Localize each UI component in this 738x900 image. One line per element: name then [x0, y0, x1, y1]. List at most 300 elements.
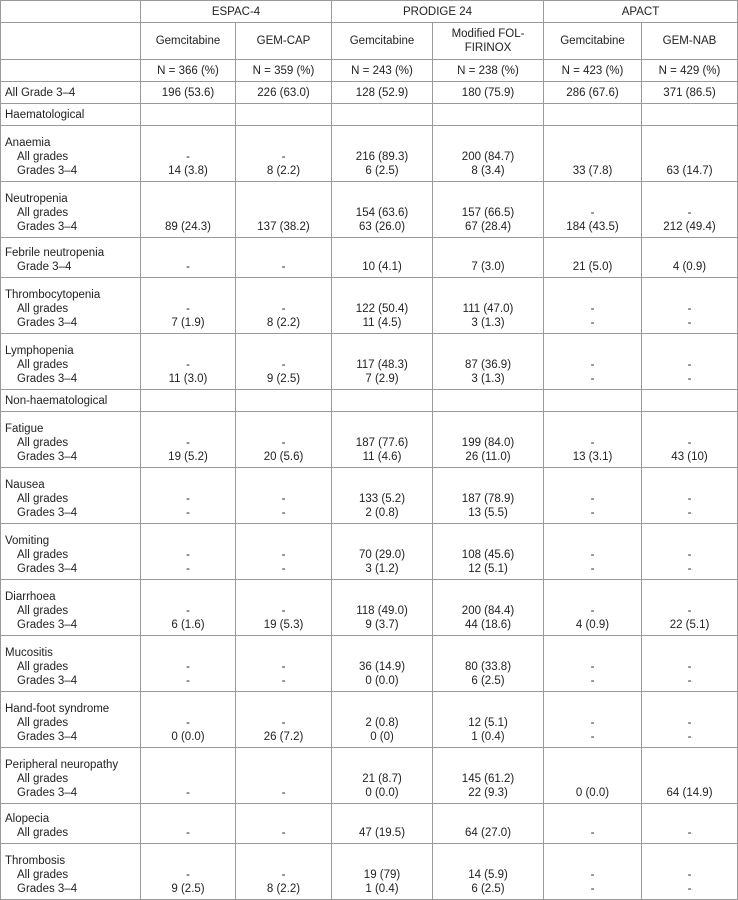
- trial-header: ESPAC-4: [141, 1, 332, 23]
- cell-value: 0 (0): [370, 731, 394, 743]
- header-empty: [1, 60, 141, 82]
- cell: [332, 278, 433, 334]
- cell-value: 6 (1.6): [171, 619, 205, 631]
- cell-value: [145, 772, 231, 786]
- cell-value: 187 (78.9): [461, 493, 515, 505]
- grade-label: Grades 3–4: [17, 451, 78, 463]
- row-label: [1, 844, 141, 900]
- header-row-arms: [1, 23, 738, 60]
- table-row: [1, 82, 738, 104]
- cell-value: -: [687, 317, 692, 329]
- cell-value: [145, 206, 231, 220]
- table-row: [1, 692, 738, 748]
- event-name: Lymphopenia: [5, 345, 74, 357]
- cell-value: 43 (10): [671, 451, 708, 463]
- cell-value: 22 (5.1): [669, 619, 710, 631]
- table-row: [1, 804, 738, 844]
- row-label: [1, 692, 141, 748]
- cell-value: 212 (49.4): [663, 221, 716, 233]
- cell-value: 3 (1.3): [471, 317, 505, 329]
- cell: [141, 182, 236, 238]
- cell: [236, 278, 332, 334]
- cell: [544, 126, 642, 182]
- row-label: [1, 412, 141, 468]
- cell: [544, 804, 642, 844]
- table-row: [1, 126, 738, 182]
- cell: [642, 804, 738, 844]
- cell-value: 11 (4.5): [362, 317, 402, 329]
- cell-value: 8 (2.2): [266, 165, 301, 177]
- cell-value: -: [687, 207, 692, 219]
- cell-value: -: [590, 661, 595, 673]
- cell-value: -: [590, 675, 595, 687]
- cell: [141, 238, 236, 278]
- cell-value: 9 (2.5): [266, 373, 301, 385]
- cell: [433, 580, 544, 636]
- cell: [236, 844, 332, 900]
- cell: [642, 182, 738, 238]
- arm-header: GEM-CAP: [236, 23, 332, 60]
- grade-label: Grades 3–4: [17, 883, 78, 895]
- cell-value: 89 (24.3): [164, 221, 212, 233]
- cell: [332, 748, 433, 804]
- row-label: [1, 804, 141, 844]
- cell: [642, 844, 738, 900]
- cell: [544, 334, 642, 390]
- cell-value: 14 (3.8): [168, 165, 208, 177]
- cell-value: 9 (3.7): [365, 619, 399, 631]
- cell-value: 13 (5.5): [468, 507, 508, 519]
- cell-value: -: [186, 605, 190, 617]
- section-row: [1, 390, 738, 412]
- cell: [433, 238, 544, 278]
- section-label: Haematological: [1, 104, 141, 126]
- n-header: N = 366 (%): [141, 60, 236, 82]
- cell: [433, 278, 544, 334]
- event-name: Neutropenia: [5, 193, 68, 205]
- cell: [141, 524, 236, 580]
- cell-value: -: [590, 303, 595, 315]
- cell: 226 (63.0): [236, 82, 332, 104]
- row-label: [1, 278, 141, 334]
- cell-value: 133 (5.2): [359, 493, 406, 505]
- header-row-n: [1, 60, 738, 82]
- cell-value: 216 (89.3): [355, 151, 409, 163]
- cell-value: 64 (14.9): [666, 787, 713, 799]
- cell-value: -: [687, 661, 692, 673]
- event-name: Mucositis: [5, 647, 53, 659]
- cell: [332, 580, 433, 636]
- cell: [433, 636, 544, 692]
- cell-value: [240, 206, 327, 220]
- cell: [141, 636, 236, 692]
- cell-value: -: [186, 563, 190, 575]
- cell-value: 67 (28.4): [465, 221, 512, 233]
- cell: 128 (52.9): [332, 82, 433, 104]
- cell-value: 13 (3.1): [572, 451, 613, 463]
- cell-value: -: [186, 437, 190, 449]
- arm-header: GEM-NAB: [642, 23, 738, 60]
- cell: [332, 844, 433, 900]
- grade-label: All grades: [17, 605, 69, 617]
- cell: [642, 278, 738, 334]
- cell: [433, 334, 544, 390]
- cell: [642, 468, 738, 524]
- cell: [141, 412, 236, 468]
- cell: 196 (53.6): [141, 82, 236, 104]
- cell-value: 154 (63.6): [355, 207, 409, 219]
- grade-label: Grade 3–4: [17, 261, 72, 273]
- cell: [141, 748, 236, 804]
- row-label: [1, 748, 141, 804]
- cell-value: -: [186, 827, 190, 839]
- cell-value: -: [281, 787, 286, 799]
- cell: [332, 412, 433, 468]
- cell-value: 200 (84.4): [461, 605, 515, 617]
- cell: [433, 692, 544, 748]
- cell: [141, 804, 236, 844]
- cell-value: 63 (26.0): [359, 221, 406, 233]
- grade-label: All grades: [17, 493, 69, 505]
- cell: [544, 580, 642, 636]
- cell: [544, 468, 642, 524]
- cell: [236, 238, 332, 278]
- row-label: [1, 238, 141, 278]
- grade-label: All grades: [17, 869, 69, 881]
- cell-value: 63 (14.7): [666, 165, 713, 177]
- cell-value: 19 (5.3): [263, 619, 304, 631]
- event-name: Thrombocytopenia: [5, 289, 101, 301]
- cell-value: -: [590, 207, 595, 219]
- cell-value: [240, 772, 327, 786]
- cell-value: -: [281, 661, 286, 673]
- cell: [332, 636, 433, 692]
- cell-value: 87 (36.9): [465, 359, 512, 371]
- cell-value: 200 (84.7): [461, 151, 515, 163]
- grade-label: Grades 3–4: [17, 165, 78, 177]
- cell-value: 64 (27.0): [465, 827, 512, 839]
- cell: [141, 278, 236, 334]
- event-name: Fatigue: [5, 423, 44, 435]
- cell-value: [646, 772, 733, 786]
- event-name: Thrombosis: [5, 855, 66, 867]
- cell: [433, 844, 544, 900]
- cell-value: 108 (45.6): [461, 549, 515, 561]
- cell-value: -: [281, 605, 286, 617]
- event-name: Hand-foot syndrome: [5, 703, 110, 715]
- cell: [236, 636, 332, 692]
- row-label: [1, 580, 141, 636]
- cell: [642, 748, 738, 804]
- cell-value: -: [687, 605, 692, 617]
- cell-value: 20 (5.6): [263, 451, 304, 463]
- cell-value: -: [687, 359, 692, 371]
- cell: [642, 580, 738, 636]
- cell-value: -: [687, 675, 692, 687]
- cell: [141, 692, 236, 748]
- cell: [642, 692, 738, 748]
- cell-value: 3 (1.2): [365, 563, 399, 575]
- cell-value: 36 (14.9): [359, 661, 406, 673]
- row-label: [1, 636, 141, 692]
- cell: [642, 126, 738, 182]
- table-row: [1, 182, 738, 238]
- cell-value: 157 (66.5): [461, 207, 515, 219]
- cell-value: -: [590, 827, 595, 839]
- cell-value: -: [590, 605, 595, 617]
- cell-value: -: [687, 549, 692, 561]
- cell: [433, 524, 544, 580]
- cell-value: -: [687, 869, 692, 881]
- section-label: Non-haematological: [1, 390, 141, 412]
- cell-value: 1 (0.4): [471, 731, 505, 743]
- table-row: [1, 278, 738, 334]
- cell: [642, 412, 738, 468]
- cell-value: 0 (0.0): [365, 675, 399, 687]
- cell: [141, 468, 236, 524]
- header-empty: [1, 1, 141, 23]
- cell-value: -: [186, 493, 190, 505]
- cell-value: 21 (5.0): [572, 261, 613, 273]
- cell-value: -: [590, 437, 595, 449]
- cell-value: -: [281, 717, 286, 729]
- header-empty: [1, 23, 141, 60]
- cell-value: [548, 150, 637, 164]
- cell-value: 111 (47.0): [462, 303, 514, 315]
- cell: 286 (67.6): [544, 82, 642, 104]
- table-row: [1, 238, 738, 278]
- cell-value: -: [281, 493, 286, 505]
- cell: [332, 524, 433, 580]
- cell-value: 7 (3.0): [471, 261, 505, 273]
- cell-value: 0 (0.0): [575, 787, 610, 799]
- cell-value: 8 (3.4): [471, 165, 505, 177]
- grade-label: All grades: [17, 717, 69, 729]
- header-row-trials: [1, 1, 738, 23]
- row-label: [1, 182, 141, 238]
- cell: [642, 238, 738, 278]
- cell-value: -: [186, 261, 190, 273]
- cell: [544, 844, 642, 900]
- cell-value: -: [590, 493, 595, 505]
- cell: [544, 182, 642, 238]
- event-name: Diarrhoea: [5, 591, 56, 603]
- cell: [433, 804, 544, 844]
- cell-value: -: [687, 883, 692, 895]
- cell: [544, 278, 642, 334]
- cell-value: -: [687, 303, 692, 315]
- event-name: Alopecia: [5, 813, 50, 825]
- cell-value: 11 (3.0): [168, 373, 208, 385]
- cell-value: -: [186, 151, 190, 163]
- cell-value: -: [186, 507, 190, 519]
- grade-label: All grades: [17, 359, 69, 371]
- grade-label: Grades 3–4: [17, 731, 78, 743]
- cell-value: 0 (0.0): [365, 787, 399, 799]
- cell-value: 4 (0.9): [672, 261, 707, 273]
- cell-value: -: [590, 317, 595, 329]
- cell: [236, 524, 332, 580]
- cell-value: -: [590, 373, 595, 385]
- cell-value: 4 (0.9): [575, 619, 610, 631]
- cell-value: -: [590, 359, 595, 371]
- table-row: [1, 412, 738, 468]
- grade-label: Grades 3–4: [17, 317, 78, 329]
- table-row: [1, 748, 738, 804]
- cell: [433, 182, 544, 238]
- cell-value: 2 (0.8): [365, 507, 399, 519]
- grade-label: All grades: [17, 549, 69, 561]
- grade-label: All grades: [17, 437, 69, 449]
- n-header: N = 238 (%): [433, 60, 544, 82]
- cell-value: 22 (9.3): [468, 787, 508, 799]
- cell-value: 26 (11.0): [465, 451, 511, 463]
- arm-header: Gemcitabine: [141, 23, 236, 60]
- table-row: [1, 844, 738, 900]
- cell: [236, 182, 332, 238]
- cell: [544, 412, 642, 468]
- cell-value: -: [590, 507, 595, 519]
- cell-value: 184 (43.5): [566, 221, 619, 233]
- cell-value: -: [687, 731, 692, 743]
- cell-value: 145 (61.2): [461, 773, 515, 785]
- cell-value: -: [281, 437, 286, 449]
- cell-value: 19 (79): [363, 869, 401, 881]
- cell-value: 199 (84.0): [461, 437, 515, 449]
- grade-label: All grades: [17, 827, 69, 839]
- cell-value: 122 (50.4): [355, 303, 409, 315]
- cell: [332, 692, 433, 748]
- table-row: [1, 580, 738, 636]
- table-row: [1, 524, 738, 580]
- cell: [332, 468, 433, 524]
- cell-value: -: [687, 507, 692, 519]
- cell: [141, 580, 236, 636]
- grade-label: All grades: [17, 303, 69, 315]
- cell-value: -: [590, 549, 595, 561]
- event-name: Anaemia: [5, 137, 51, 149]
- cell-value: -: [590, 717, 595, 729]
- grade-label: Grades 3–4: [17, 619, 78, 631]
- cell: [332, 126, 433, 182]
- cell-value: 8 (2.2): [266, 317, 301, 329]
- n-header: N = 359 (%): [236, 60, 332, 82]
- cell-value: -: [281, 549, 286, 561]
- cell: 180 (75.9): [433, 82, 544, 104]
- cell-value: -: [281, 359, 286, 371]
- n-header: N = 243 (%): [332, 60, 433, 82]
- grade-label: All grades: [17, 207, 69, 219]
- cell-value: -: [281, 563, 286, 575]
- cell: [141, 844, 236, 900]
- cell-value: -: [281, 507, 286, 519]
- cell-value: -: [687, 373, 692, 385]
- cell-value: -: [687, 717, 692, 729]
- cell-value: -: [590, 563, 595, 575]
- cell-value: -: [281, 303, 286, 315]
- cell-value: -: [687, 827, 692, 839]
- arm-header: Gemcitabine: [332, 23, 433, 60]
- cell-value: [548, 772, 637, 786]
- cell: [544, 636, 642, 692]
- cell-value: -: [186, 549, 190, 561]
- table-row: [1, 468, 738, 524]
- cell: [236, 126, 332, 182]
- cell-value: -: [687, 437, 692, 449]
- cell-value: -: [186, 359, 190, 371]
- grade-label: Grades 3–4: [17, 507, 78, 519]
- n-header: N = 423 (%): [544, 60, 642, 82]
- cell: [236, 804, 332, 844]
- cell-value: 80 (33.8): [465, 661, 512, 673]
- trial-header: APACT: [544, 1, 738, 23]
- cell: [544, 524, 642, 580]
- cell-value: -: [590, 883, 595, 895]
- cell-value: 10 (4.1): [362, 261, 402, 273]
- event-name: Vomiting: [5, 535, 50, 547]
- cell: 371 (86.5): [642, 82, 738, 104]
- cell: [433, 468, 544, 524]
- cell-value: 70 (29.0): [359, 549, 406, 561]
- cell-value: 19 (5.2): [168, 451, 208, 463]
- cell-value: -: [687, 563, 692, 575]
- cell: [544, 692, 642, 748]
- cell: [236, 468, 332, 524]
- table-row: [1, 334, 738, 390]
- event-name: Febrile neutropenia: [5, 247, 105, 259]
- section-row: [1, 104, 738, 126]
- cell-value: 47 (19.5): [359, 827, 406, 839]
- cell-value: -: [281, 827, 286, 839]
- cell: [544, 238, 642, 278]
- cell-value: -: [186, 787, 190, 799]
- cell-value: -: [281, 869, 286, 881]
- cell: [433, 748, 544, 804]
- arm-header: Gemcitabine: [544, 23, 642, 60]
- row-label: All Grade 3–4: [1, 82, 141, 104]
- cell-value: 9 (2.5): [171, 883, 205, 895]
- cell: [236, 334, 332, 390]
- cell-value: -: [281, 261, 286, 273]
- cell-value: 7 (2.9): [365, 373, 399, 385]
- cell-value: 14 (5.9): [468, 869, 508, 881]
- cell: [433, 126, 544, 182]
- arm-header: Modified FOL-FIRINOX: [433, 23, 544, 60]
- grade-label: Grades 3–4: [17, 563, 78, 575]
- cell-value: 117 (48.3): [356, 359, 408, 371]
- trial-header: PRODIGE 24: [332, 1, 544, 23]
- grade-label: All grades: [17, 151, 69, 163]
- cell-value: -: [281, 151, 286, 163]
- row-label: [1, 334, 141, 390]
- cell: [236, 412, 332, 468]
- cell-value: 26 (7.2): [263, 731, 304, 743]
- cell: [642, 334, 738, 390]
- cell-value: 12 (5.1): [468, 717, 508, 729]
- cell-value: 6 (2.5): [471, 675, 505, 687]
- cell: [332, 334, 433, 390]
- cell-value: -: [186, 303, 190, 315]
- cell: [544, 748, 642, 804]
- cell: [236, 580, 332, 636]
- cell: [141, 126, 236, 182]
- cell-value: 7 (1.9): [171, 317, 205, 329]
- cell-value: 187 (77.6): [355, 437, 409, 449]
- cell-value: 3 (1.3): [471, 373, 505, 385]
- cell-value: -: [186, 869, 190, 881]
- cell-value: 137 (38.2): [257, 221, 310, 233]
- cell-value: 44 (18.6): [465, 619, 512, 631]
